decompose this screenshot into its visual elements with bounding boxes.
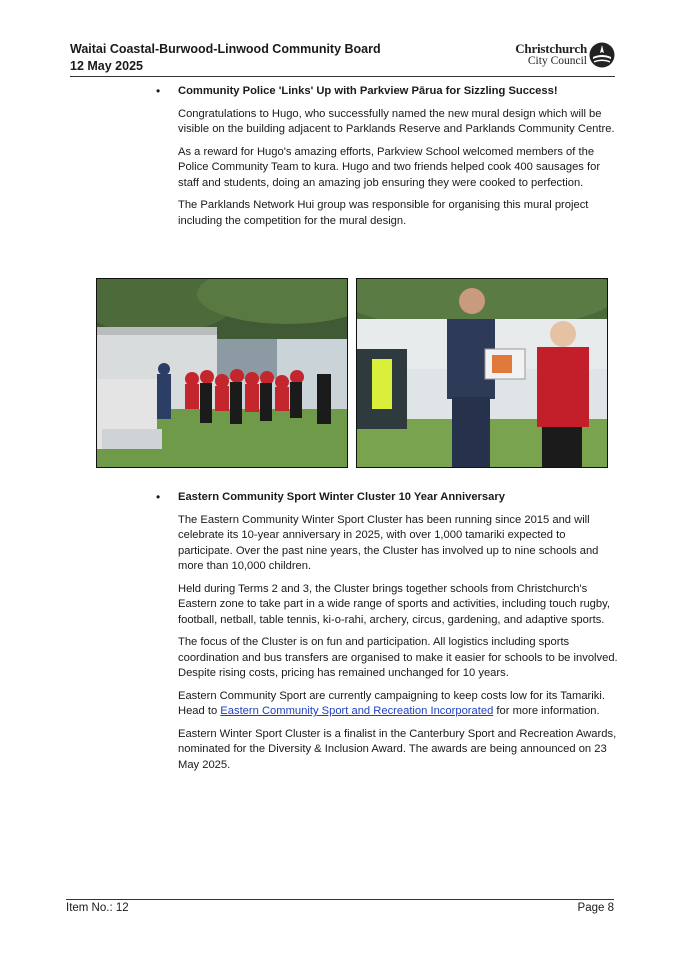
meeting-date: 12 May 2025 — [70, 59, 143, 73]
paragraph: The focus of the Cluster is on fun and participation. All logistics including sports coordination and bus transfers are organised to make it easier for schools to be involved. Despite rising costs, pricing has remained unchanged for 10 years. — [178, 636, 618, 679]
council-logo — [513, 40, 615, 72]
paragraph: Eastern Winter Sport Cluster is a finalist in the Canterbury Sport and Recreation Awards, nominated for the Diversity & Inclusion Award. The awards are being announced on 23 May 2025. — [178, 727, 617, 771]
logo-line-2: City Council — [527, 55, 587, 67]
students-with-police-photo — [96, 278, 348, 468]
section-title: Eastern Community Sport Winter Cluster 10 Year Anniversary — [178, 491, 505, 503]
paragraph: Congratulations to Hugo, who successfully named the new mural design which will be visible on the building adjacent to Parklands Reserve and Parklands Community Centre. — [178, 107, 615, 135]
page-footer — [66, 899, 614, 917]
section-title: Community Police 'Links' Up with Parkview Pārua for Sizzling Success! — [178, 85, 558, 97]
item-number: Item No.: 12 — [66, 902, 129, 914]
bullet-icon: • — [156, 84, 161, 98]
paragraph: As a reward for Hugo's amazing efforts, Parkview School welcomed members of the Police Community Team to kura. Hugo and two friends helped cook 400 sausages for staff and students, doing an amazing job ensuring they were cooked to perfection. — [178, 145, 601, 189]
link-text-before: Eastern Community Sport are currently campaigning to keep costs low for its Tamariki. Head to — [178, 689, 605, 717]
officer-presenting-certificate-photo — [356, 278, 608, 468]
board-name: Waitai Coastal-Burwood-Linwood Community Board — [70, 42, 381, 56]
paragraph: The Eastern Community Winter Sport Cluster has been running since 2015 and will celebrate its 10-year anniversary in 2025, with over 1,000 tamariki expected to participate. Over the past nine years, the Cluster has involved up to nine schools and more than 10,000 children. — [178, 513, 599, 572]
section-police-links — [156, 84, 618, 236]
logo-line-1: Christchurch — [515, 41, 587, 56]
paragraph: Held during Terms 2 and 3, the Cluster brings together schools from Christchurch's Eastern zone to take part in a wide range of sports and activities, including touch rugby, football, netball, table tennis, ki-o-rahi, archery, circus, gardening, and adaptive sports. — [178, 582, 611, 626]
paragraph-with-link — [178, 689, 618, 720]
council-emblem-icon — [589, 42, 615, 68]
page-header — [70, 40, 615, 77]
page-number: Page 8 — [577, 902, 614, 914]
paragraph: The Parklands Network Hui group was responsible for organising this mural project including the competition for the mural design. — [178, 199, 589, 227]
ecs-recreation-link[interactable]: Eastern Community Sport and Recreation Incorporated — [220, 705, 494, 717]
link-text-after: for more information. — [493, 705, 600, 717]
bullet-icon: • — [156, 490, 161, 504]
section-winter-cluster — [156, 490, 618, 780]
